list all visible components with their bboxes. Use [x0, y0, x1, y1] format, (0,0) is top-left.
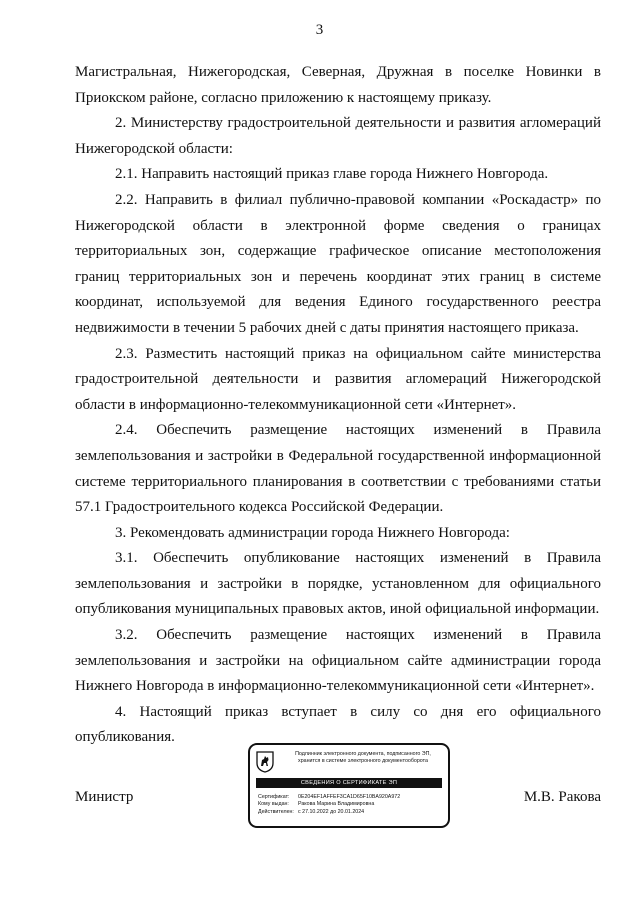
certificate-label: Сертификат: [258, 794, 290, 800]
digital-signature-stamp [248, 743, 450, 828]
signer-name: М.В. Ракова [523, 789, 601, 805]
paragraph: Магистральная, Нижегородская, Северная, Дружная в поселке Новинки в Приокском районе, согласно приложению к настоящему приказу. [75, 64, 601, 106]
stamp-header: СВЕДЕНИЯ О СЕРТИФИКАТЕ ЭП [256, 778, 442, 788]
stamp-notice-line: Подлинник электронного документа, подписанного ЭП, [295, 751, 431, 757]
document-body [75, 60, 601, 751]
validity-value: с 27.10.2022 до 20.01.2024 [298, 808, 365, 815]
paragraph: 3.1. Обеспечить опубликование настоящих изменений в Правила землепользования и застройки в порядке, установленном для официального опубликования муниципальных правовых актов, иной официальной информации. [75, 550, 601, 618]
paragraph: 2.4. Обеспечить размещение настоящих изменений в Правила землепользования и застройки в Федеральной государственной информационной системе территориального планирования в соответствии с требованиями статьи 57.1 Градостроительного кодекса Российской Федерации. [75, 422, 601, 516]
paragraph: 2.1. Направить настоящий приказ главе города Нижнего Новгорода. [115, 166, 549, 183]
validity-label: Действителен: [258, 808, 294, 815]
paragraph: 2. Министерству градостроительной деятельности и развития агломераций Нижегородской области: [75, 115, 601, 157]
owner-value: Ракова Марина Владимировна [298, 801, 375, 808]
stamp-fields [258, 794, 446, 816]
validity-row [258, 809, 446, 816]
owner-row [258, 801, 446, 808]
paragraph: 2.2. Направить в филиал публично-правовой компании «Роскадастр» по Нижегородской области в электронной форме сведения о границах территориальных зон, содержащие графическое описание местоположения границ территориальных зон и перечень координат этих границ в системе координат, используемой для ведения Единого государственного реестра недвижимости в течении 5 рабочих дней с даты принятия настоящего приказа. [75, 191, 601, 336]
coat-of-arms-icon [256, 751, 274, 773]
certificate-row [258, 794, 446, 801]
page-number: 3 [315, 22, 324, 38]
stamp-notice-line: хранится в системе электронного документооборота [298, 758, 428, 764]
signer-position: Министр [75, 789, 134, 805]
stamp-notice [280, 751, 446, 765]
owner-label: Кому выдан: [258, 801, 289, 808]
certificate-value: 0E204EF1AFFEF3CA1D65F10BA920A972 [298, 794, 401, 800]
paragraph: 2.3. Разместить настоящий приказ на официальном сайте министерства градостроительной деятельности и развития агломераций Нижегородской области в информационно-телекоммуникационной сети «Интернет». [75, 345, 601, 413]
paragraph: 4. Настоящий приказ вступает в силу со дня его официального опубликования. [75, 703, 601, 746]
paragraph: 3. Рекомендовать администрации города Нижнего Новгорода: [115, 524, 510, 541]
paragraph: 3.2. Обеспечить размещение настоящих изменений в Правила землепользования и застройки на официальном сайте администрации города Нижнего Новгорода в информационно-телекоммуникационной сети «Интернет». [75, 627, 601, 695]
